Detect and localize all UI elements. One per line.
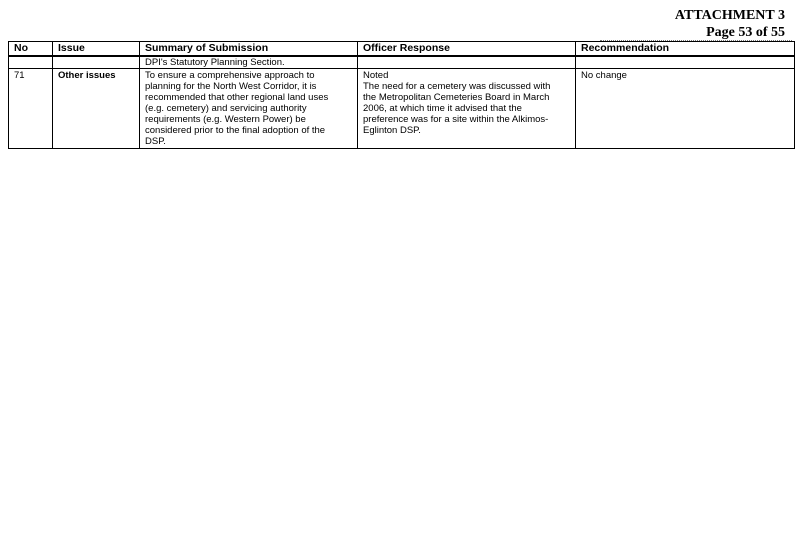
column-header-summary: Summary of Submission (140, 42, 358, 57)
cell-no (9, 56, 53, 69)
cell-officer-response (358, 56, 576, 69)
column-header-recommendation: Recommendation (576, 42, 795, 57)
attachment-label: ATTACHMENT 3 (674, 8, 785, 23)
cell-issue (53, 56, 140, 69)
column-header-issue: Issue (53, 42, 140, 57)
cell-issue: Other issues (53, 69, 140, 149)
cell-recommendation (576, 56, 795, 69)
officer-response-text: Noted The need for a cemetery was discussed with the Metropolitan Cemeteries Board in March 2006, at which time it advised that the preference was for a site within the Alkimos- Eglinton DSP. (363, 70, 551, 136)
table-row (9, 69, 795, 149)
cell-summary: DPI's Statutory Planning Section. (140, 56, 358, 69)
document-header (675, 7, 785, 41)
page-number: Page 53 of 55 (706, 25, 785, 40)
cell-summary (140, 69, 358, 149)
cell-no: 71 (9, 69, 53, 149)
column-header-officer-response: Officer Response (358, 42, 576, 57)
table-row-continuation (9, 56, 795, 69)
cell-officer-response (358, 69, 576, 149)
column-header-no: No (9, 42, 53, 57)
submissions-table (8, 41, 795, 149)
summary-text: To ensure a comprehensive approach to planning for the North West Corridor, it is recommended that other regional land uses (e.g. cemetery) and servicing authority requirements (e.g. Western Power) be considered prior to the final adoption of the DSP. (145, 70, 329, 147)
cell-recommendation: No change (576, 69, 795, 149)
table-header-row (9, 42, 795, 57)
